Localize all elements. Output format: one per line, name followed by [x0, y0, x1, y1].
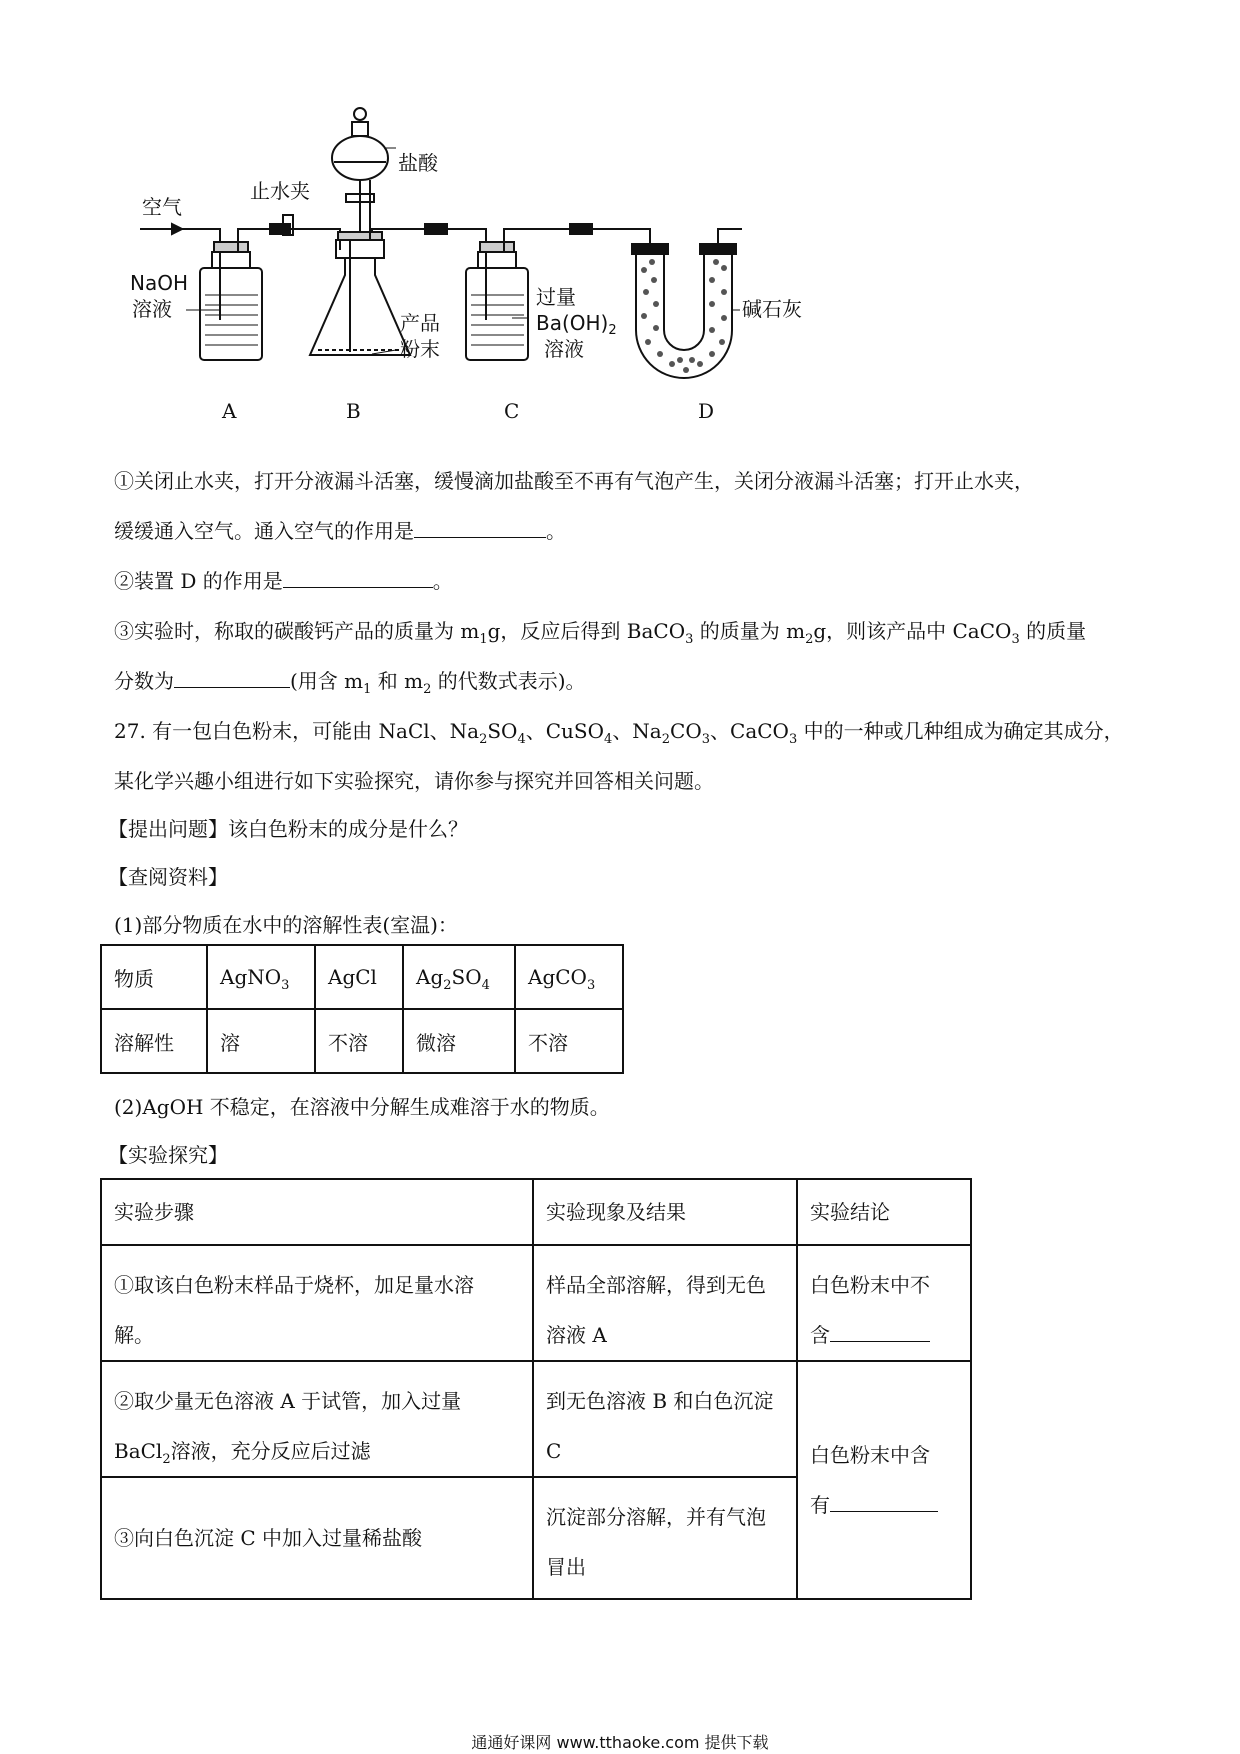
- table-row: [101, 1361, 971, 1477]
- q26-step3-line2: 分数为 (用含 $m_1$ 和 $m_2$ 的代数式表示)。: [114, 669, 586, 697]
- answer-blank[interactable]: [174, 669, 290, 688]
- label-clamp: 止水夹: [250, 179, 310, 203]
- q27-exp-heading: 【实验探究】: [108, 1143, 228, 1167]
- table-cell: 微溶: [403, 1009, 515, 1073]
- table-cell: ①取该白色粉末样品于烧杯，加足量水溶 解。: [101, 1245, 533, 1361]
- table-cell: 不溶: [315, 1009, 403, 1073]
- table-header: 实验步骤: [101, 1179, 533, 1245]
- table-header: 实验现象及结果: [533, 1179, 797, 1245]
- table-cell: 到无色溶液 B 和白色沉淀 C: [533, 1361, 797, 1477]
- label-soda-lime: 碱石灰: [742, 297, 802, 321]
- table-cell: 溶解性: [101, 1009, 207, 1073]
- page-footer: 通通好课网 www.tthaoke.com 提供下载: [471, 1733, 769, 1752]
- table-cell: 白色粉末中含 有: [797, 1361, 971, 1599]
- label-baoh-solution: 溶液: [544, 337, 584, 361]
- q27-ref1: (1)部分物质在水中的溶解性表(室温)：: [114, 913, 458, 937]
- label-d: D: [698, 399, 715, 423]
- table-cell: 溶: [207, 1009, 315, 1073]
- solubility-table: [100, 944, 624, 1074]
- apparatus-diagram: [0, 0, 1240, 440]
- label-hcl: 盐酸: [398, 151, 438, 175]
- answer-blank[interactable]: [830, 1493, 938, 1512]
- q27-ref2: (2)AgOH 不稳定，在溶液中分解生成难溶于水的物质。: [114, 1095, 610, 1119]
- q27-intro-line1: 27. 有一包白色粉末，可能由 NaCl、$Na_2SO_4$、CuSO$_4$、$Na_2CO_3$、CaCO$_3$ 中的一种或几种组成为确定其成分，: [114, 719, 1124, 747]
- label-a: A: [222, 399, 237, 423]
- q27-ref-heading: 【查阅资料】: [108, 865, 228, 889]
- table-cell: ②取少量无色溶液 A 于试管，加入过量 BaCl$_2$溶液，充分反应后过滤: [101, 1361, 533, 1477]
- table-cell: 白色粉末中不 含: [797, 1245, 971, 1361]
- table-row: [101, 1245, 971, 1361]
- table-row: [101, 1009, 623, 1073]
- label-naoh-solution: 溶液: [132, 297, 172, 321]
- experiment-table: [100, 1178, 972, 1600]
- label-product: 产品: [400, 311, 440, 335]
- label-c: C: [504, 399, 520, 423]
- table-header: 实验结论: [797, 1179, 971, 1245]
- table-cell: 不溶: [515, 1009, 623, 1073]
- answer-blank[interactable]: [830, 1323, 930, 1342]
- label-naoh: NaOH: [130, 271, 188, 295]
- table-row: [101, 1179, 971, 1245]
- q26-step1-line1: ①关闭止水夹，打开分液漏斗活塞，缓慢滴加盐酸至不再有气泡产生，关闭分液漏斗活塞；打开止水夹，: [114, 469, 1034, 493]
- q26-step3-line1: ③实验时，称取的碳酸钙产品的质量为 $m_1g$，反应后得到 BaCO$_3$ 的质量为 $m_2g$，则该产品中 CaCO$_3$ 的质量: [114, 619, 1087, 647]
- answer-blank[interactable]: [414, 519, 546, 538]
- label-b: B: [346, 399, 361, 423]
- label-air: 空气: [142, 195, 182, 219]
- q26-step2: ②装置 D 的作用是 。: [114, 569, 453, 593]
- table-cell: $Ag_2SO_4$: [403, 945, 515, 1009]
- q27-question: 【提出问题】该白色粉末的成分是什么？: [108, 817, 468, 841]
- table-cell: ③向白色沉淀 C 中加入过量稀盐酸: [101, 1477, 533, 1599]
- answer-blank[interactable]: [283, 569, 433, 588]
- table-row: [101, 945, 623, 1009]
- q26-step1-line2: 缓缓通入空气。通入空气的作用是 。: [114, 519, 566, 543]
- label-powder: 粉末: [400, 337, 440, 361]
- q27-intro-line2: 某化学兴趣小组进行如下实验探究，请你参与探究并回答相关问题。: [114, 769, 714, 793]
- label-excess: 过量: [536, 285, 576, 309]
- table-cell: AgCl: [315, 945, 403, 1009]
- table-cell: 物质: [101, 945, 207, 1009]
- label-baoh: $Ba(OH)_2$: [536, 311, 617, 338]
- table-cell: 样品全部溶解，得到无色 溶液 A: [533, 1245, 797, 1361]
- table-cell: AgNO$_3$: [207, 945, 315, 1009]
- table-cell: 沉淀部分溶解，并有气泡 冒出: [533, 1477, 797, 1599]
- table-cell: AgCO$_3$: [515, 945, 623, 1009]
